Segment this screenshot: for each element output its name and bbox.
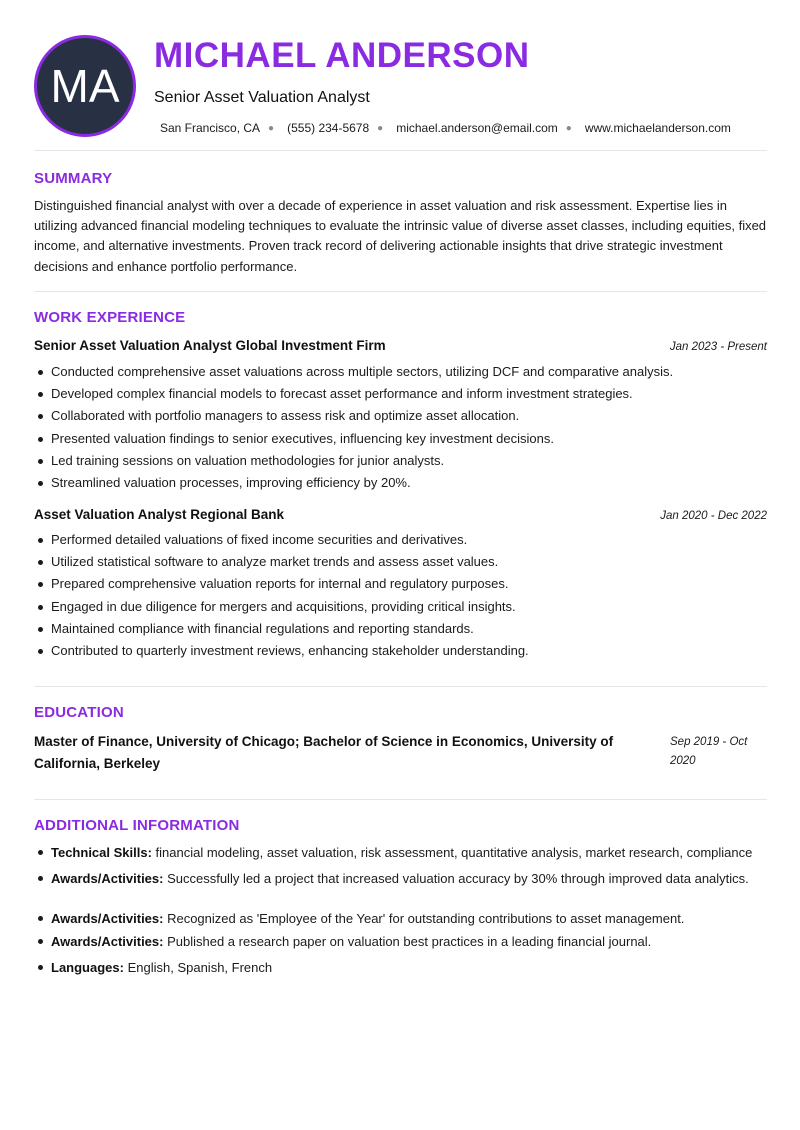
separator-dot-icon: ● (565, 122, 572, 134)
job-dates: Jan 2020 - Dec 2022 (660, 510, 767, 522)
list-item: Led training sessions on valuation methodologies for junior analysts. (34, 451, 767, 473)
list-item: Maintained compliance with financial regulations and reporting standards. (34, 619, 767, 641)
avatar-initials: MA (50, 60, 120, 112)
separator-dot-icon: ● (377, 122, 384, 134)
list-item: Collaborated with portfolio managers to assess risk and optimize asset allocation. (34, 406, 767, 428)
item-text: Recognized as 'Employee of the Year' for outstanding contributions to asset management. (163, 911, 685, 926)
list-item (34, 843, 774, 862)
list-item: Prepared comprehensive valuation reports for internal and regulatory purposes. (34, 574, 767, 596)
list-item (34, 869, 774, 888)
item-text: financial modeling, asset valuation, risk assessment, quantitative analysis, market research, compliance (151, 845, 753, 860)
divider (34, 291, 767, 292)
list-item: Engaged in due diligence for mergers and acquisitions, providing critical insights. (34, 597, 767, 619)
candidate-title: Senior Asset Valuation Analyst (154, 89, 370, 106)
additional-heading: ADDITIONAL INFORMATION (34, 817, 240, 834)
list-item: Contributed to quarterly investment reviews, enhancing stakeholder understanding. (34, 641, 767, 663)
divider (34, 150, 767, 151)
list-item (34, 958, 774, 977)
item-text: Successfully led a project that increased valuation accuracy by 30% through improved data analytics. (163, 871, 749, 886)
separator-dot-icon: ● (268, 122, 275, 134)
list-item: Developed complex financial models to forecast asset performance and inform investment strategies. (34, 384, 767, 406)
item-label: Awards/Activities: (51, 934, 164, 949)
list-item: Conducted comprehensive asset valuations across multiple sectors, utilizing DCF and comparative analysis. (34, 362, 767, 384)
contact-email[interactable]: michael.anderson@email.com (396, 121, 558, 135)
item-label: Awards/Activities: (51, 871, 164, 886)
list-item: Performed detailed valuations of fixed income securities and derivatives. (34, 530, 767, 552)
job-header (34, 507, 767, 522)
divider (34, 686, 767, 687)
education-dates: Sep 2019 - Oct 2020 (670, 736, 748, 767)
list-item: Presented valuation findings to senior executives, influencing key investment decisions. (34, 429, 767, 451)
job-dates: Jan 2023 - Present (669, 341, 767, 353)
item-text: English, Spanish, French (123, 960, 273, 975)
job-role: Senior Asset Valuation Analyst Global Investment Firm (34, 338, 386, 353)
item-label: Technical Skills: (51, 845, 152, 860)
education-degree: Master of Finance, University of Chicago; Bachelor of Science in Economics, University of California, Berkeley (34, 734, 614, 771)
education-heading: EDUCATION (34, 704, 124, 721)
list-item: Utilized statistical software to analyze market trends and assess asset values. (34, 552, 767, 574)
contact-line (160, 121, 731, 135)
contact-website[interactable]: www.michaelanderson.com (584, 121, 731, 135)
summary-text: Distinguished financial analyst with over a decade of experience in asset valuation and risk assessment. Expertise lies in utilizing advanced financial modeling techniques to evaluate the intrinsic value of diverse asset classes, including equities, fixed income, and alternative investments. Proven track record of delivering actionable insights that drive strategic investment decisions and enhance portfolio performance. (34, 198, 767, 274)
avatar (34, 35, 136, 137)
item-text: Published a research paper on valuation best practices in a leading financial journal. (163, 934, 652, 949)
contact-location: San Francisco, CA (160, 121, 261, 135)
job-header (34, 338, 767, 353)
summary-heading: SUMMARY (34, 170, 113, 187)
list-item (34, 932, 774, 951)
list-item: Streamlined valuation processes, improving efficiency by 20%. (34, 473, 767, 495)
job-bullets (34, 362, 767, 495)
list-item (34, 909, 774, 928)
item-label: Awards/Activities: (51, 911, 164, 926)
candidate-name: MICHAEL ANDERSON (154, 36, 530, 75)
item-label: Languages: (51, 960, 124, 975)
job-bullets (34, 530, 767, 663)
divider (34, 799, 767, 800)
experience-heading: WORK EXPERIENCE (34, 309, 186, 326)
job-role: Asset Valuation Analyst Regional Bank (34, 507, 285, 522)
contact-phone[interactable]: (555) 234-5678 (287, 121, 370, 135)
